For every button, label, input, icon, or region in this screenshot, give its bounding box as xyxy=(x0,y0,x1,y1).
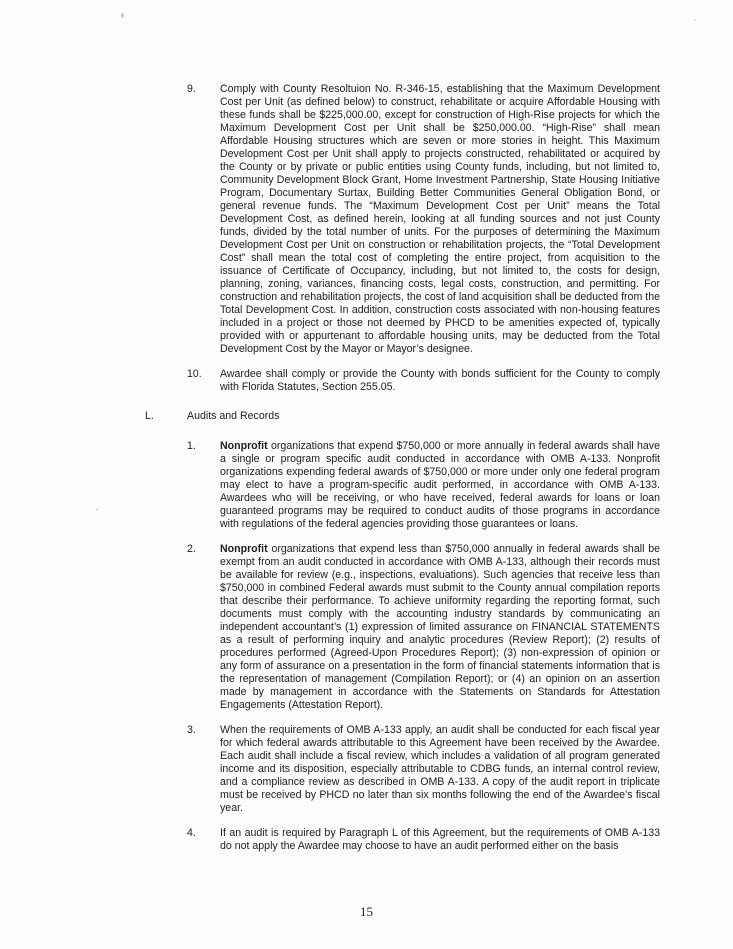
section-label: L. xyxy=(145,410,154,422)
page-number: 15 xyxy=(360,904,373,919)
document-content xyxy=(145,83,660,865)
clause-number: 10. xyxy=(187,368,202,380)
clause-9 xyxy=(187,83,660,356)
clause-text xyxy=(220,440,660,531)
clause-number: 9. xyxy=(187,83,196,95)
clause-text: When the requirements of OMB A-133 apply, an audit shall be conducted for each fiscal year for which federal awards attributable to this Agreement have been received by the Awardee. Each audit shall include a fiscal review, which includes a validation of all program generated income and its disposition, especially attributable to CDBG funds, an internal control review, and a compliance review as described in OMB A-133. A copy of the audit report in triplicate must be received by PHCD no later than six months following the end of the Awardee’s fiscal year. xyxy=(220,724,660,814)
section-heading-audits-and-records xyxy=(145,410,660,423)
clause-number: 4. xyxy=(187,827,196,839)
bold-lead-word: Nonprofit xyxy=(220,543,268,555)
audit-clause-4 xyxy=(187,827,660,853)
audit-clause-3 xyxy=(187,724,660,815)
clause-text xyxy=(220,543,660,712)
clause-number: 1. xyxy=(187,440,196,452)
scan-speck xyxy=(694,19,696,21)
scan-speck xyxy=(121,13,124,18)
audit-clause-1 xyxy=(187,440,660,531)
clause-text-rest: organizations that expend $750,000 or more annually in federal awards shall have a single or program specific audit conducted in accordance with OMB A-133. Nonprofit organizations expending federal awards of $750,000 or more under only one federal program may elect to have a program-specific audit performed, in accordance with OMB A-133. Awardees who will be receiving, or who have received, federal awards for loans or loan guaranteed programs may be required to conduct audits of those programs in accordance with regulations of the federal agencies providing those guarantees or loans. xyxy=(220,440,660,530)
audit-clause-2 xyxy=(187,543,660,712)
clause-10 xyxy=(187,368,660,394)
clause-text: Comply with County Resoltuion No. R-346-15, establishing that the Maximum Development Cost per Unit (as defined below) to construct, rehabilitate or acquire Affordable Housing with these funds shall be $225,000.00, except for construction of High-Rise projects for which the Maximum Development Cost per Unit shall be $250,000.00. “High-Rise” shall mean Affordable Housing structures which are seven or more stories in height. This Maximum Development Cost per Unit shall apply to projects constructed, rehabilitated or acquired by the County or by private or public entities using County funds, including, but not limited to, Community Development Block Grant, Home Investment Partnership, State Housing Initiative Program, Documentary Surtax, Building Better Communities General Obligation Bond, or general revenue funds. The “Maximum Development Cost per Unit” means the Total Development Cost, as defined herein, looking at all funding sources and not just County funds, divided by the total number of units. For the purposes of determining the Maximum Development Cost per Unit on construction or rehabilitation projects, the “Total Development Cost” shall mean the total cost of completing the entire project, from acquisition to the issuance of Certificate of Occupancy, including, but not limited to, the costs for design, planning, zoning, variances, financing costs, legal costs, construction, and permitting. For construction and rehabilitation projects, the cost of land acquisition shall be deducted from the Total Development Cost. In addition, construction costs associated with non-housing features included in a project or those not deemed by PHCD to be amenities expected of, typically provided with or appurtenant to affordable housing units, may be deducted from the Total Development Cost by the Mayor or Mayor’s designee. xyxy=(220,83,660,355)
section-title: Audits and Records xyxy=(187,410,280,422)
clause-text: If an audit is required by Paragraph L of this Agreement, but the requirements of OMB A-133 do not apply the Awardee may choose to have an audit performed either on the basis xyxy=(220,827,660,852)
clause-number: 3. xyxy=(187,724,196,736)
bold-lead-word: Nonprofit xyxy=(220,440,268,452)
clause-text-rest: organizations that expend less than $750,000 annually in federal awards shall be exempt from an audit conducted in accordance with OMB A-133, although their records must be available for review (e.g., inspections, evaluations). Such agencies that receive less than $750,000 in combined Federal awards must submit to the County annual compilation reports that describe their performance. To achieve uniformity regarding the reporting format, such documents must comply with the accounting industry standards by communicating an independent accountant’s (1) expression of limited assurance on FINANCIAL STATEMENTS as a result of performing inquiry and analytic procedures (Review Report); (2) results of procedures performed (Agreed-Upon Procedures Report); (3) non-expression of opinion or any form of assurance on a presentation in the form of financial statements information that is the representation of management (Compilation Report); or (4) an opinion on an assertion made by management in accordance with the Statements on Standards for Attestation Engagements (Attestation Report). xyxy=(220,543,660,711)
clause-text: Awardee shall comply or provide the County with bonds sufficient for the County to comply with Florida Statutes, Section 255.05. xyxy=(220,368,660,393)
clause-number: 2. xyxy=(187,543,196,555)
scan-speck xyxy=(96,508,98,511)
